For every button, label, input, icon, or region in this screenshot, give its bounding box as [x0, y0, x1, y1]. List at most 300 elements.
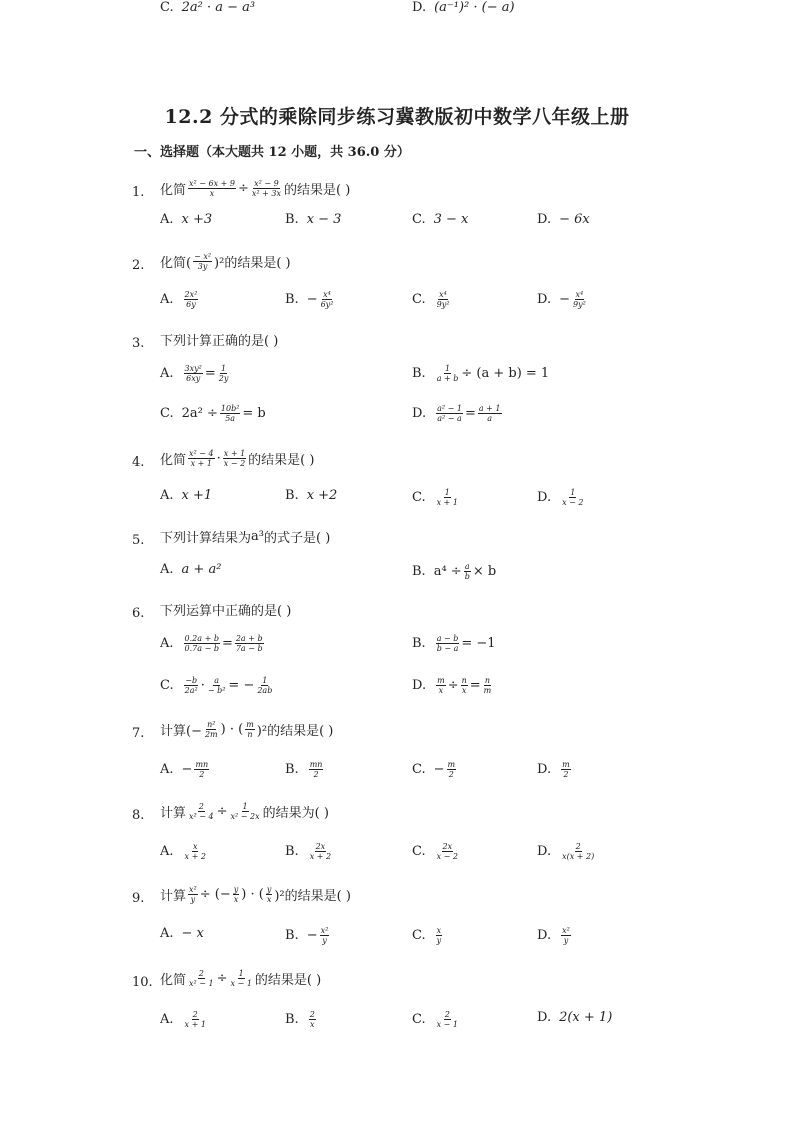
stem-prefix: 化简(: [160, 256, 192, 272]
numerator: n²: [207, 720, 216, 729]
numerator: x⁴: [323, 290, 331, 299]
fraction: [193, 252, 212, 271]
fraction: [436, 842, 459, 861]
option-text: x +1: [181, 488, 213, 503]
option-d[interactable]: [537, 842, 597, 861]
question-number: 1.: [132, 185, 145, 200]
numerator: 2a + b: [235, 634, 263, 643]
fraction: [436, 488, 459, 507]
page-title: 12.2 分式的乘除同步练习冀教版初中数学八年级上册: [164, 106, 630, 128]
stem-suffix: )²的结果是( ): [256, 724, 334, 740]
numerator: 1: [242, 802, 248, 811]
numerator: a − b: [436, 634, 459, 643]
numerator: x² − 9: [254, 179, 279, 188]
denominator: y: [322, 936, 327, 946]
denominator: x + 1: [436, 498, 459, 508]
fraction: [230, 969, 253, 988]
numerator: 2: [309, 1010, 315, 1019]
stem-suffix: 的结果是( ): [284, 183, 351, 199]
option-d[interactable]: [537, 290, 589, 309]
numerator: x²: [562, 926, 570, 935]
denominator: x² − 2x: [230, 812, 260, 822]
denominator: x: [309, 1020, 315, 1030]
numerator: x²: [320, 926, 329, 935]
option-c[interactable]: [412, 212, 468, 227]
option-label: D.: [537, 844, 552, 860]
option-c[interactable]: [412, 1010, 461, 1029]
option-label: A.: [160, 636, 174, 652]
fraction: [194, 760, 209, 779]
numerator: 0.2a + b: [184, 634, 219, 643]
question-stem: [160, 600, 291, 619]
denominator: x(x + 2): [562, 852, 595, 862]
option-b[interactable]: [412, 562, 496, 581]
math-op: ) · (: [241, 887, 264, 903]
stem-prefix: 计算: [160, 806, 187, 822]
numerator: −b: [185, 676, 198, 685]
fraction: [309, 760, 324, 779]
option-b[interactable]: [285, 760, 325, 779]
option-label: A.: [160, 1012, 174, 1028]
numerator: x: [192, 842, 198, 851]
denominator: 9y²: [436, 300, 450, 310]
option-a[interactable]: [160, 488, 212, 503]
denominator: 6xy: [186, 374, 201, 384]
denominator: 6y: [186, 300, 196, 310]
option-label: B.: [412, 636, 426, 652]
option-label: A.: [160, 562, 174, 577]
option-a[interactable]: [160, 760, 211, 779]
option-label: C.: [160, 678, 174, 694]
option-d[interactable]: [537, 1010, 612, 1025]
numerator: x²: [189, 885, 197, 894]
fraction: [233, 885, 240, 904]
fraction: [188, 179, 236, 198]
fraction: [245, 720, 255, 739]
question-number: 6.: [132, 606, 145, 621]
option-label: C.: [412, 762, 426, 778]
fraction: [320, 926, 330, 945]
question-number: 8.: [132, 808, 145, 823]
fraction: [436, 404, 463, 423]
fraction: [207, 676, 227, 695]
stem-suffix: )²的结果是( ): [214, 256, 291, 272]
fraction: [436, 926, 443, 945]
numerator: 1: [262, 676, 268, 685]
option-text: 2(x + 1): [559, 1010, 613, 1025]
numerator: m: [562, 760, 570, 769]
option-a[interactable]: [160, 634, 266, 653]
numerator: 1: [444, 488, 450, 497]
option-label: C.: [160, 406, 174, 422]
option-label: B.: [285, 844, 299, 860]
option-label: B.: [285, 1012, 299, 1028]
option-b[interactable]: [412, 364, 549, 383]
option-d[interactable]: [537, 760, 573, 779]
denominator: 2: [199, 770, 205, 780]
math-op: ) · (: [220, 722, 244, 738]
fraction: [464, 562, 471, 581]
option-b[interactable]: [285, 842, 334, 861]
option-label: B.: [285, 488, 299, 503]
numerator: mn: [309, 760, 323, 769]
math-op: a⁴ ÷: [433, 564, 462, 580]
numerator: a + 1: [478, 404, 501, 413]
question-number: 4.: [132, 455, 145, 470]
numerator: 2: [198, 969, 204, 978]
option-text: a + a²: [181, 562, 222, 577]
denominator: b − a: [436, 644, 459, 654]
option-a[interactable]: [160, 842, 209, 861]
option-a[interactable]: [160, 364, 231, 383]
math-op: ÷ (a + b) = 1: [461, 366, 550, 382]
numerator: 2: [198, 802, 204, 811]
math-op: −: [306, 292, 318, 308]
option-label: D.: [537, 762, 552, 778]
math-op: ÷: [216, 804, 228, 820]
stem-suffix: )²的结果是( ): [274, 889, 351, 905]
fraction: [218, 364, 230, 383]
fraction: [230, 802, 261, 821]
denominator: n: [247, 730, 253, 740]
denominator: x + 1: [190, 459, 213, 469]
fraction: [184, 842, 207, 861]
denominator: x + 2: [184, 852, 206, 862]
denominator: y: [436, 936, 442, 946]
fraction: [561, 926, 571, 945]
question-number: 2.: [132, 258, 145, 273]
numerator: a: [214, 676, 220, 685]
option-label: D.: [537, 928, 552, 944]
numerator: n: [461, 676, 467, 685]
fraction: [436, 634, 460, 653]
numerator: x⁴: [439, 290, 447, 299]
denominator: a² − a: [437, 414, 462, 424]
option-text: x +3: [181, 212, 213, 227]
math-op: =: [221, 636, 233, 652]
numerator: x⁴: [575, 290, 584, 299]
denominator: x − 1: [436, 1020, 459, 1030]
fraction: [309, 1010, 316, 1029]
option-text: x − 3: [306, 212, 342, 227]
math-op: ÷: [447, 678, 459, 694]
math-op: ÷ (−: [199, 887, 231, 903]
numerator: 2x²: [184, 290, 198, 299]
denominator: x: [209, 189, 215, 199]
denominator: 0.7a − b: [184, 644, 219, 654]
option-text: − 6x: [559, 212, 590, 227]
math-op: −: [559, 292, 570, 308]
denominator: x + 1: [184, 1020, 206, 1030]
fraction: [561, 488, 584, 507]
denominator: 2y: [218, 374, 229, 384]
fraction: [461, 676, 468, 695]
option-a[interactable]: [160, 562, 221, 577]
option-label: B.: [412, 564, 426, 580]
math-op: 2a² ÷: [181, 406, 218, 422]
numerator: n: [484, 676, 491, 685]
fraction: [483, 676, 493, 695]
math-op: ·: [216, 451, 221, 467]
fraction: [447, 760, 457, 779]
math-op: −: [181, 762, 193, 778]
fraction: [320, 290, 335, 309]
numerator: y: [233, 885, 239, 894]
numerator: 1: [570, 488, 576, 497]
fraction: [188, 449, 215, 468]
question-stem: [160, 969, 321, 988]
fraction: [188, 802, 215, 821]
numerator: 2: [575, 842, 581, 851]
option-label: C.: [412, 292, 426, 308]
question-stem: [160, 179, 350, 198]
option-label: A.: [160, 366, 174, 382]
fraction: [184, 676, 199, 695]
numerator: 2: [192, 1010, 198, 1019]
option-c[interactable]: [160, 0, 255, 15]
math-op: =: [469, 678, 481, 694]
denominator: 3y: [197, 262, 208, 272]
numerator: 10b²: [220, 404, 240, 413]
denominator: x: [233, 895, 239, 905]
math-op: = b: [242, 406, 266, 422]
stem-suffix: 的式子是( ): [263, 531, 331, 546]
fraction: [184, 364, 203, 383]
option-c[interactable]: [160, 404, 266, 423]
fraction: [256, 676, 273, 695]
denominator: 9y²: [573, 300, 586, 310]
option-b[interactable]: [412, 634, 496, 653]
math-op: −: [306, 928, 318, 944]
numerator: x + 1: [223, 449, 246, 458]
question-number: 5.: [132, 533, 145, 548]
numerator: x² − 4: [189, 449, 214, 458]
option-label: D.: [537, 1010, 552, 1025]
stem-prefix: 下列计算正确的是( ): [160, 334, 279, 349]
fraction: [220, 404, 241, 423]
stem-prefix: 计算(−: [160, 724, 202, 740]
math-op: = −: [228, 678, 255, 694]
fraction: [223, 449, 246, 468]
stem-prefix: 化简: [160, 183, 187, 199]
numerator: x² − 6x + 9: [189, 179, 236, 188]
fraction: [561, 842, 595, 861]
denominator: x − 1: [230, 979, 252, 989]
option-c[interactable]: [412, 760, 458, 779]
fraction: [235, 634, 264, 653]
stem-prefix: 下列计算结果为: [160, 531, 252, 546]
stem-prefix: 计算: [160, 889, 187, 905]
numerator: m: [437, 676, 445, 685]
numerator: a² − 1: [437, 404, 462, 413]
math-op: =: [464, 406, 476, 422]
stem-prefix: 化简: [160, 453, 187, 469]
option-b[interactable]: [285, 290, 336, 309]
fraction: [478, 404, 502, 423]
numerator: x: [436, 926, 442, 935]
option-label: D.: [412, 0, 427, 15]
option-d[interactable]: [412, 0, 515, 15]
fraction: [436, 676, 446, 695]
numerator: a: [464, 562, 470, 571]
denominator: 2: [563, 770, 569, 780]
denominator: m: [483, 686, 492, 696]
question-stem: [160, 527, 330, 546]
stem-suffix: 的结果是( ): [254, 973, 322, 989]
question-stem: [160, 720, 333, 739]
option-label: D.: [537, 490, 552, 506]
math-op: −: [433, 762, 445, 778]
numerator: 1: [444, 364, 451, 373]
numerator: 1: [238, 969, 244, 978]
option-d[interactable]: [412, 676, 494, 695]
fraction: [266, 885, 273, 904]
option-a[interactable]: [160, 212, 212, 227]
option-text: 2a² · a − a³: [181, 0, 256, 15]
option-label: C.: [160, 0, 174, 15]
math-op: × b: [472, 564, 497, 580]
question-number: 3.: [132, 336, 145, 351]
fraction: [188, 885, 198, 904]
option-label: C.: [412, 928, 426, 944]
stem-suffix: 的结果为( ): [262, 806, 329, 822]
denominator: − b²: [207, 686, 226, 696]
option-label: B.: [285, 762, 299, 778]
denominator: y: [563, 936, 569, 946]
option-label: C.: [412, 844, 426, 860]
stem-suffix: 的结果是( ): [248, 453, 315, 469]
fraction: [436, 364, 460, 383]
math-op: = −1: [461, 636, 496, 652]
fraction: [251, 179, 282, 198]
numerator: 2x: [442, 842, 453, 851]
option-label: A.: [160, 292, 174, 308]
numerator: y: [266, 885, 272, 894]
fraction: [188, 969, 215, 988]
option-label: D.: [412, 406, 427, 422]
denominator: 2: [448, 770, 454, 780]
option-label: B.: [285, 928, 299, 944]
option-c[interactable]: [160, 676, 275, 695]
math-op: a³: [251, 529, 264, 544]
fraction: [572, 290, 587, 309]
option-label: C.: [412, 490, 426, 506]
denominator: x − 2: [436, 852, 459, 862]
math-op: ·: [200, 678, 205, 694]
denominator: 2: [313, 770, 319, 780]
question-stem: [160, 330, 278, 349]
denominator: a + b: [436, 374, 459, 384]
numerator: 2x: [315, 842, 326, 851]
numerator: m: [447, 760, 456, 769]
denominator: 5a: [225, 414, 236, 424]
option-label: B.: [285, 292, 299, 308]
option-text: − x: [181, 926, 204, 941]
option-label: A.: [160, 212, 174, 227]
option-b[interactable]: [285, 212, 341, 227]
denominator: x: [266, 895, 272, 905]
option-label: A.: [160, 926, 174, 941]
numerator: 3xy²: [184, 364, 202, 373]
fraction: [309, 842, 332, 861]
denominator: x: [438, 686, 444, 696]
question-stem: [160, 449, 314, 468]
option-label: C.: [412, 212, 426, 227]
option-label: C.: [412, 1012, 426, 1028]
fraction: [184, 1010, 207, 1029]
question-number: 9.: [132, 891, 145, 906]
numerator: 1: [221, 364, 227, 373]
denominator: 2m: [204, 730, 218, 740]
option-c[interactable]: [412, 290, 452, 309]
fraction: [184, 290, 199, 309]
option-text: 3 − x: [433, 212, 469, 227]
option-b[interactable]: [285, 926, 331, 945]
fraction: [561, 760, 571, 779]
numerator: mn: [195, 760, 209, 769]
option-a[interactable]: [160, 1010, 209, 1029]
option-label: A.: [160, 844, 174, 860]
numerator: 2: [444, 1010, 450, 1019]
option-label: D.: [412, 678, 427, 694]
fraction: [436, 290, 451, 309]
question-stem: [160, 802, 329, 821]
option-c[interactable]: [412, 488, 461, 507]
question-stem: [160, 885, 351, 904]
fraction: [184, 634, 220, 653]
denominator: x − 2: [223, 459, 246, 469]
fraction: [204, 720, 219, 739]
denominator: 7a − b: [235, 644, 263, 654]
denominator: x² − 4: [189, 812, 214, 822]
denominator: y: [190, 895, 196, 905]
option-a[interactable]: [160, 926, 204, 941]
numerator: − x²: [194, 252, 212, 261]
option-label: B.: [285, 212, 299, 227]
denominator: 2ab: [257, 686, 273, 696]
option-b[interactable]: [285, 1010, 318, 1029]
option-text: x +2: [306, 488, 338, 503]
math-op: ÷: [238, 181, 249, 197]
denominator: a: [487, 414, 493, 424]
denominator: x² − 1: [189, 979, 214, 989]
question-number: 7.: [132, 726, 145, 741]
denominator: x: [461, 686, 467, 696]
math-op: ÷: [216, 971, 228, 987]
option-c[interactable]: [412, 842, 461, 861]
option-text: (a⁻¹)² · (− a): [434, 0, 515, 15]
option-label: B.: [412, 366, 426, 382]
denominator: x − 2: [562, 498, 584, 508]
option-a[interactable]: [160, 290, 200, 309]
denominator: x² + 3x: [251, 189, 282, 199]
option-c[interactable]: [412, 926, 444, 945]
fraction: [436, 1010, 459, 1029]
option-b[interactable]: [285, 488, 337, 503]
math-op: =: [204, 366, 216, 382]
option-d[interactable]: [537, 212, 590, 227]
option-label: A.: [160, 488, 174, 503]
option-d[interactable]: [412, 404, 504, 423]
denominator: b: [464, 572, 470, 582]
section-heading: 一、选择题（本大题共 12 小题，共 36.0 分）: [134, 145, 410, 160]
question-number: 10.: [132, 975, 153, 990]
option-d[interactable]: [537, 926, 573, 945]
stem-prefix: 下列运算中正确的是( ): [160, 604, 292, 619]
option-d[interactable]: [537, 488, 586, 507]
numerator: m: [246, 720, 254, 729]
denominator: 6y²: [320, 300, 334, 310]
